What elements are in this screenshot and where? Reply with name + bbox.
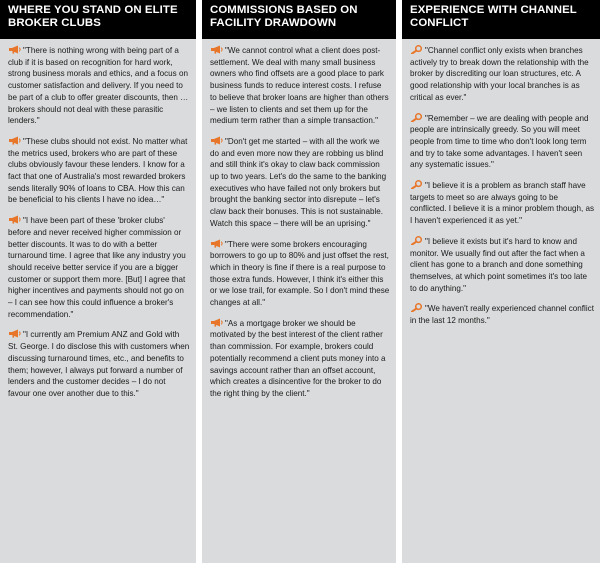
- column-title: WHERE YOU STAND ON ELITE BROKER CLUBS: [0, 0, 196, 39]
- column-broker-clubs: [0, 0, 196, 563]
- quote: [8, 136, 190, 206]
- quote-text: "I have been part of these 'broker clubs' before and never received higher commission or better discounts. It was to do with a better turnaround time. I agree that like any industry you should receive better service if you are a bigger customer or support them more. [But] I agree that higher incentives and payments should not go on – I can see how this could influence a broker's recommendation.": [8, 216, 186, 319]
- quote: [410, 113, 594, 172]
- column-commissions: [202, 0, 396, 563]
- magnifier-icon: [410, 113, 424, 122]
- quote-text: "Don't get me started – with all the work we do and even more now they are robbing us blind and still think it's okay to claw back commission up to two years. Let's do the same to the banking executives who have failed not only brokers but brought the banking sector into disrepute – let's claw back their bonuses. This is not sustainable. Watch this space – there will be an uprising.": [210, 136, 387, 228]
- quote-text: "We cannot control what a client does post-settlement. We deal with many small business owners who find offsets are a good place to park business funds to reduce interest costs. I refuse to believe that broker loans are higher than others – we listen to clients and set them up for the medium term rather than a simple transaction.": [210, 46, 389, 126]
- megaphone-icon: [210, 318, 224, 327]
- magnifier-icon: [410, 236, 424, 245]
- quote: [210, 239, 390, 309]
- quote: [410, 45, 594, 104]
- quote-text: "I believe it is a problem as branch staff have targets to meet so are always going to be conflicted. I believe it is a minor problem though, as I haven't experienced it as yet.": [410, 181, 595, 226]
- magnifier-icon: [410, 180, 424, 189]
- quote: [8, 45, 190, 127]
- quote-list: [202, 39, 396, 400]
- quote: [210, 318, 390, 400]
- quote: [210, 45, 390, 127]
- megaphone-icon: [8, 215, 22, 224]
- magnifier-icon: [410, 303, 424, 312]
- megaphone-icon: [8, 45, 22, 54]
- quote-text: "I believe it exists but it's hard to know and monitor. We usually find out after the fact when a client has gone to a branch and done something themselves, at which point sometimes it's too late to do anything.": [410, 236, 587, 293]
- quote-text: "Channel conflict only exists when branches actively try to break down the relationship with the broker by discrediting our loan structures, etc. A good relationship with your local branches is as critical as ever.": [410, 46, 589, 102]
- quote: [410, 236, 594, 295]
- megaphone-icon: [8, 136, 22, 145]
- column-title: EXPERIENCE WITH CHANNEL CONFLICT: [402, 0, 600, 39]
- quote: [410, 180, 594, 227]
- quote-text: "There were some brokers encouraging borrowers to go up to 80% and just offset the rest, which in theory is fine if there is a real purpose to those extra funds. However, I think it's either this or we lose trail, for example. So I don't mind these changes at all.": [210, 239, 390, 308]
- quote: [8, 329, 190, 399]
- quote: [8, 215, 190, 320]
- quote-text: "There is nothing wrong with being part of a club if it is based on recognition for hard work, strong business morals and ethics, and a focus on customer satisfaction and delivery. If you need to be part of a club to offer greater discounts, then … brokers should not deal with these parasitic lenders.": [8, 46, 189, 126]
- quote-text: "These clubs should not exist. No matter what the metrics used, brokers who are part of these clubs obviously favour these lenders. I know for a fact that one of Australia's most rewarded brokers sends literally 90% of loans to CBA. How this can be beneficial to his clients I have no idea…": [8, 136, 188, 205]
- megaphone-icon: [210, 45, 224, 54]
- quote-text: "We haven't really experienced channel conflict in the last 12 months.": [410, 304, 594, 326]
- quote-text: "I currently am Premium ANZ and Gold with St. George. I do disclose this with customers when discussing turnaround times, etc., and benefits to them; however, I always put forward a number of lenders and the customer decides – I do not favour one over another due to this.": [8, 330, 190, 398]
- megaphone-icon: [210, 136, 224, 145]
- quote-list: [402, 39, 600, 327]
- magnifier-icon: [410, 45, 424, 54]
- quote-text: "Remember – we are dealing with people and people are intrinsically greedy. So you will meet people from time to time who don't look long term and try to take some advantages. I haven't seen any systematic issues.": [410, 113, 589, 170]
- column-channel-conflict: [402, 0, 600, 563]
- quote-list: [0, 39, 196, 400]
- quote-text: "As a mortgage broker we should be motivated by the best interest of the client rather than commission. For example, brokers could potentially recommend a client puts money into a savings account rather than an offset account, which creates a disincentive for the broker to do the right thing by the client.": [210, 318, 386, 398]
- quote: [410, 303, 594, 326]
- quote: [210, 136, 390, 230]
- megaphone-icon: [210, 239, 224, 248]
- column-title: COMMISSIONS BASED ON FACILITY DRAWDOWN: [202, 0, 396, 39]
- megaphone-icon: [8, 329, 22, 338]
